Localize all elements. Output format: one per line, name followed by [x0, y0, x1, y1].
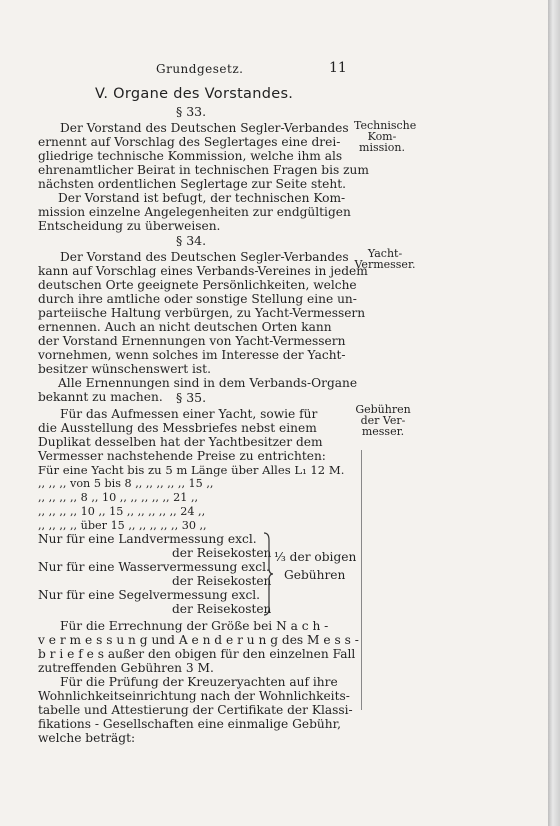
- fee-row: ,, ,, ,, ,, über 15 ,, ,, ,, ,, ,, 30 ,,: [38, 519, 207, 532]
- text-line: gliedrige technische Kommission, welche ihm als: [38, 149, 343, 163]
- text-line: bekannt zu machen.: [38, 390, 163, 404]
- survey-row: Nur für eine Wasservermessung excl.: [38, 560, 270, 574]
- text-line: Für die Prüfung der Kreuzeryachten auf ihre: [60, 675, 338, 689]
- running-header: Grundgesetz.: [156, 62, 244, 76]
- text-line: Duplikat desselben hat der Yachtbesitzer dem: [38, 435, 323, 449]
- text-line: Vermesser nachstehende Preise zu entrichten:: [38, 449, 326, 463]
- text-line: deutschen Orte geeignete Persönlichkeiten, welche: [38, 278, 357, 292]
- fee-row: ,, ,, ,, ,, 10 ,, 15 ,, ,, ,, ,, ,, 24 ,,: [38, 505, 206, 518]
- page-edge: [548, 0, 560, 826]
- text-line: Der Vorstand des Deutschen Segler-Verbandes: [60, 250, 349, 264]
- fee-row: Für eine Yacht bis zu 5 m Länge über Alles L₁ 12 M.: [38, 463, 345, 477]
- survey-row: der Reisekosten: [172, 546, 272, 560]
- text-line: durch ihre amtliche oder sonstige Stellung eine un-: [38, 292, 357, 306]
- fee-row: ,, ,, ,, von 5 bis 8 ,, ,, ,, ,, ,, 15 ,,: [38, 477, 214, 490]
- survey-row: der Reisekosten: [172, 574, 272, 588]
- text-line: nächsten ordentlichen Seglertage zur Seite steht.: [38, 177, 346, 191]
- text-line: die Ausstellung des Messbriefes nebst einem: [38, 421, 317, 435]
- survey-row: Nur für eine Segelvermessung excl.: [38, 588, 261, 602]
- text-line: kann auf Vorschlag eines Verbands-Vereines in jedem: [38, 264, 368, 278]
- survey-row: Nur für eine Landvermessung excl.: [38, 532, 257, 546]
- survey-row: der Reisekosten: [172, 602, 272, 616]
- margin-note-yacht-vermesser: Yacht- Vermesser.: [354, 247, 416, 271]
- paragraph-sign-34: § 34.: [176, 233, 207, 248]
- text-line: Entscheidung zu überweisen.: [38, 219, 221, 233]
- text-line: Der Vorstand ist befugt, der technischen Kom-: [58, 191, 346, 205]
- margin-note-technische-kommission: Technische Kom- mission.: [354, 119, 417, 154]
- paragraph-sign-33: § 33.: [176, 104, 207, 119]
- text-line: ehrenamtlicher Beirat in technischen Fragen bis zum: [38, 163, 369, 177]
- text-line: Der Vorstand des Deutschen Segler-Verbandes: [60, 121, 349, 135]
- text-line: b r i e f e s außer den obigen für den einzelnen Fall: [38, 647, 356, 661]
- brace-text: ⅓ der obigen: [274, 550, 357, 564]
- text-line: ernennt auf Vorschlag des Seglertages eine drei-: [38, 135, 341, 149]
- brace-text: Gebühren: [284, 568, 346, 582]
- text-line: fikations - Gesellschaften eine einmalige Gebühr,: [38, 717, 341, 731]
- text-line: v e r m e s s u n g und A e n d e r u n g des M e s s -: [38, 633, 359, 647]
- text-line: mission einzelne Angelegenheiten zur endgültigen: [38, 205, 351, 219]
- text-line: Für das Aufmessen einer Yacht, sowie für: [60, 407, 318, 421]
- paragraph-sign-35: § 35.: [176, 390, 207, 405]
- text-line: ernennen. Auch an nicht deutschen Orten kann: [38, 320, 332, 334]
- text-line: besitzer wünschenswert ist.: [38, 362, 211, 376]
- fee-row: ,, ,, ,, ,, 8 ,, 10 ,, ,, ,, ,, ,, 21 ,,: [38, 491, 199, 504]
- text-line: parteiische Haltung verbürgen, zu Yacht-Vermessern: [38, 306, 366, 320]
- margin-note-gebuehren: Gebühren der Ver- messer.: [355, 403, 411, 438]
- text-line: Für die Errechnung der Größe bei N a c h -: [60, 619, 329, 633]
- text-line: zutreffenden Gebühren 3 M.: [38, 661, 214, 675]
- text-line: der Vorstand Ernennungen von Yacht-Vermessern: [38, 334, 346, 348]
- page-number: 11: [329, 60, 347, 76]
- section-heading: V. Organe des Vorstandes.: [95, 86, 294, 102]
- margin-rule: [361, 450, 362, 710]
- text-line: Wohnlichkeitseinrichtung nach der Wohnlichkeits-: [38, 689, 350, 703]
- text-line: tabelle und Attestierung der Certifikate der Klassi-: [38, 703, 353, 717]
- text-line: vornehmen, wenn solches im Interesse der Yacht-: [38, 348, 346, 362]
- text-line: Alle Ernennungen sind in dem Verbands-Organe: [58, 376, 358, 390]
- curly-brace: [262, 532, 274, 616]
- text-line: welche beträgt:: [38, 731, 136, 745]
